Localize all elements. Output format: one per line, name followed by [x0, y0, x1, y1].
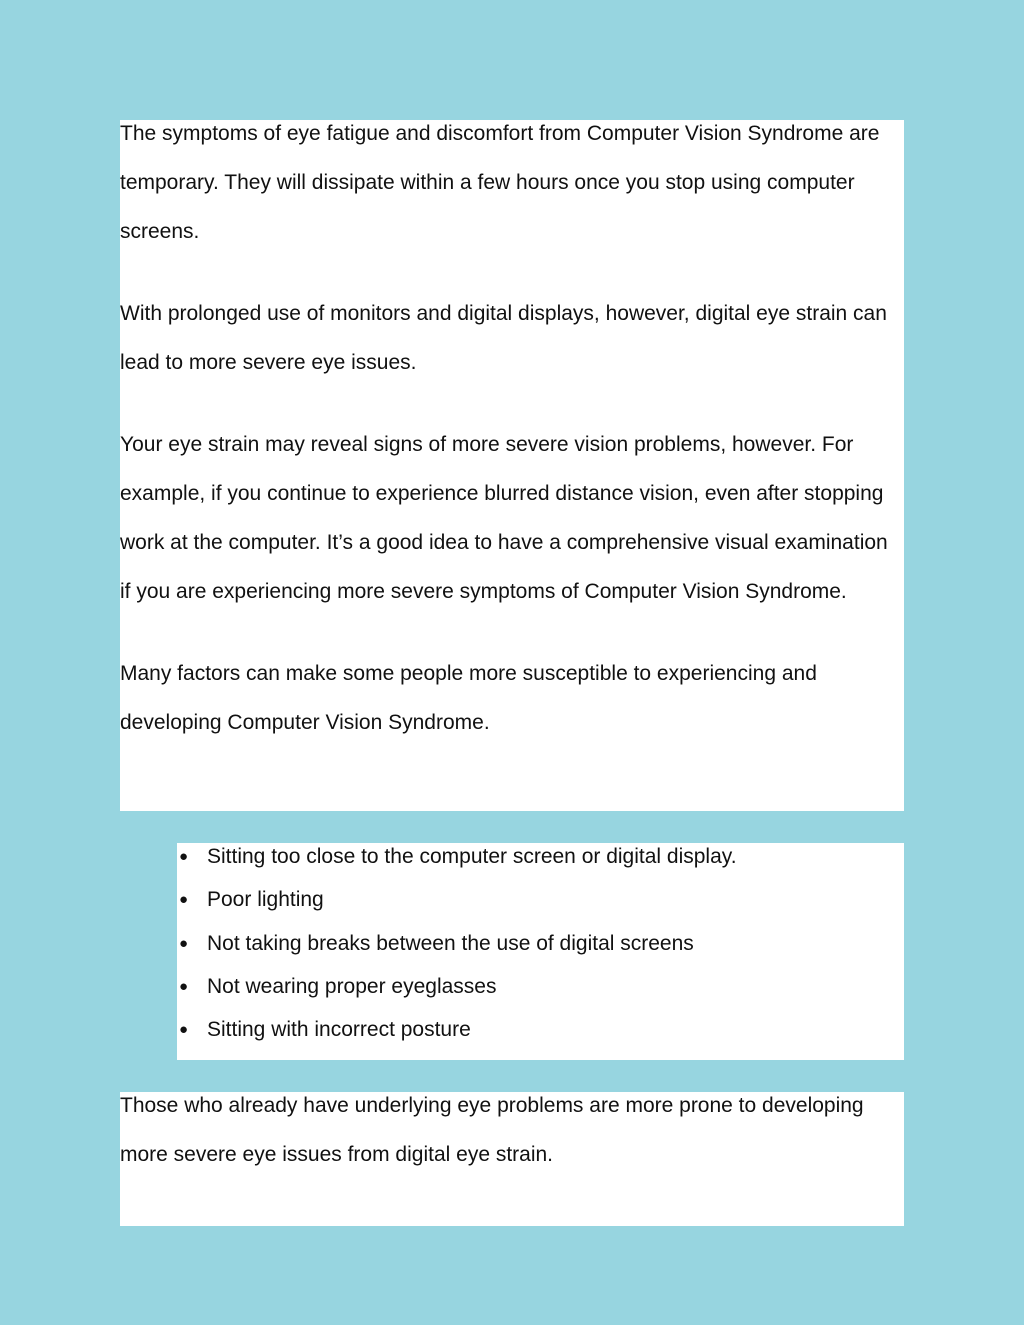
paragraph-prolonged-use: With prolonged use of monitors and digital displays, however, digital eye strain can lead to more severe eye issues. — [120, 302, 887, 374]
paragraph-symptoms-temporary: The symptoms of eye fatigue and discomfort from Computer Vision Syndrome are temporary. They will dissipate within a few hours once you stop using computer screens. — [120, 122, 880, 243]
paragraph-severe-signs: Your eye strain may reveal signs of more severe vision problems, however. For example, if you continue to experience blurred distance vision, even after stopping work at the computer. It’s a good idea to have a comprehensive visual examination if you are experiencing more severe symptoms of Computer Vision Syndrome. — [120, 433, 888, 603]
risk-factors-list-block — [177, 843, 904, 1060]
bullet-icon: ● — [179, 1021, 189, 1039]
list-item — [177, 922, 737, 965]
list-item — [177, 878, 737, 921]
risk-factors-list — [177, 835, 737, 1051]
list-item-text: Sitting too close to the computer screen or digital display. — [207, 845, 737, 868]
bullet-icon: ● — [179, 934, 189, 952]
bullet-icon: ● — [179, 848, 189, 865]
paragraph-underlying-problems: Those who already have underlying eye problems are more prone to developing more severe eye issues from digital eye strain. — [120, 1094, 864, 1166]
list-item — [177, 1008, 737, 1051]
bullet-icon: ● — [179, 977, 189, 995]
list-item-text: Sitting with incorrect posture — [207, 1018, 471, 1042]
list-item-text: Poor lighting — [207, 888, 324, 912]
main-text-block — [120, 120, 904, 811]
list-item-text: Not taking breaks between the use of digital screens — [207, 931, 694, 955]
closing-text-block — [120, 1092, 904, 1226]
list-item — [177, 835, 737, 878]
bullet-icon: ● — [179, 891, 189, 909]
list-item-text: Not wearing proper eyeglasses — [207, 974, 497, 998]
paragraph-susceptibility-factors: Many factors can make some people more susceptible to experiencing and developing Computer Vision Syndrome. — [120, 662, 817, 734]
list-item — [177, 965, 737, 1008]
